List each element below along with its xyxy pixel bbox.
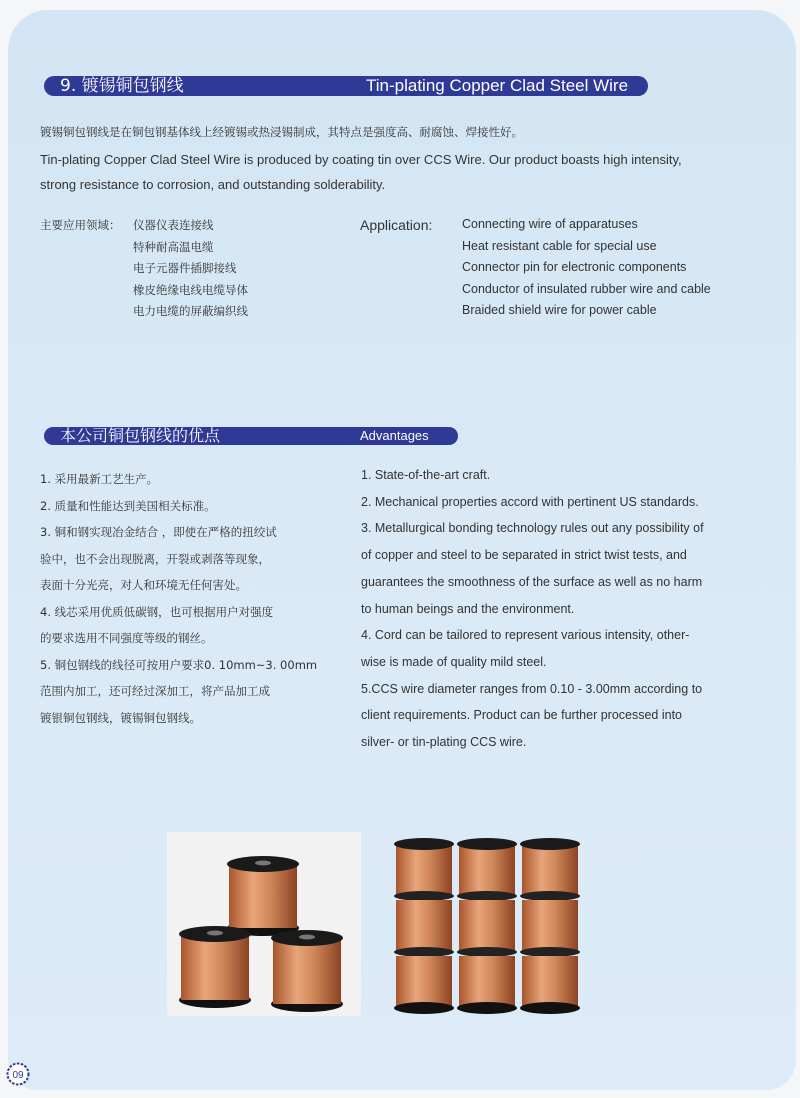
wire-spools-pyramid-photo bbox=[167, 832, 361, 1016]
list-item: to human beings and the environment. bbox=[361, 601, 575, 616]
list-item: Heat resistant cable for special use bbox=[462, 238, 657, 253]
list-item: 仪器仪表连接线 bbox=[133, 218, 214, 232]
list-item: 4. Cord can be tailored to represent various intensity, other- bbox=[361, 628, 690, 643]
list-item: 3. 铜和钢实现冶金结合 ，即使在严格的扭绞试 bbox=[40, 525, 277, 539]
application-label-cn: 主要应用领域： bbox=[40, 218, 121, 232]
list-item: 验中，也不会出现脱离，开裂或剥落等现象， bbox=[40, 551, 270, 566]
page-number: 09 bbox=[12, 1070, 24, 1081]
list-item: 1. State-of-the-art craft. bbox=[361, 468, 491, 482]
list-item: 1. 采用最新工艺生产。 bbox=[40, 472, 159, 486]
list-item: guarantees the smoothness of the surface as well as no harm bbox=[361, 574, 703, 589]
list-item: Connecting wire of apparatuses bbox=[462, 217, 638, 231]
intro-cn: 镀锡铜包钢线是在铜包钢基体线上经镀锡或热浸锡制成，其特点是强度高、耐腐蚀、焊接性好。 bbox=[40, 125, 523, 139]
spool bbox=[394, 900, 454, 957]
list-item: 表面十分光亮，对人和环境无任何害处。 bbox=[40, 578, 247, 592]
list-item: 3. Metallurgical bonding technology rules out any possibility of bbox=[361, 521, 704, 536]
list-item: 镀银铜包钢线，镀锡铜包钢线。 bbox=[40, 710, 201, 725]
list-item: 4. 线芯采用优质低碳钢，也可根据用户对强度 bbox=[40, 604, 274, 619]
application-list-en bbox=[462, 214, 711, 322]
intro-en-line2: strong resistance to corrosion, and outstanding solderability. bbox=[40, 177, 386, 192]
wire-spools-grid-photo bbox=[392, 834, 582, 1016]
page-number-badge bbox=[6, 1062, 30, 1086]
application-label-en: Application: bbox=[360, 217, 433, 233]
list-item: Conductor of insulated rubber wire and cable bbox=[462, 281, 711, 296]
spool bbox=[394, 956, 454, 1014]
advantages-title-en: Advantages bbox=[360, 428, 429, 443]
list-item: 电力电缆的屏蔽编织线 bbox=[133, 304, 248, 318]
list-item: 特种耐高温电缆 bbox=[133, 239, 214, 254]
spool bbox=[227, 856, 299, 936]
section-title-cn: 9. 镀锡铜包钢线 bbox=[60, 76, 184, 96]
advantages-list-en bbox=[361, 462, 704, 756]
list-item: 2. 质量和性能达到美国相关标准。 bbox=[40, 498, 216, 513]
list-item: 电子元器件插脚接线 bbox=[133, 261, 237, 275]
spool bbox=[394, 838, 454, 901]
advantages-list-cn bbox=[40, 466, 317, 731]
spool bbox=[271, 930, 343, 1012]
list-item: 5. 铜包钢线的线径可按用户要求0. 10mm~3. 00mm bbox=[40, 657, 318, 672]
spool bbox=[179, 926, 251, 1008]
list-item: 的要求选用不同强度等级的钢丝。 bbox=[40, 631, 213, 645]
list-item: wise is made of quality mild steel. bbox=[361, 654, 547, 669]
application-list-cn bbox=[133, 215, 248, 323]
list-item: silver- or tin-plating CCS wire. bbox=[361, 735, 527, 750]
intro-en-line1: Tin-plating Copper Clad Steel Wire is produced by coating tin over CCS Wire. Our product boasts high intensity, bbox=[40, 152, 682, 167]
list-item: Connector pin for electronic components bbox=[462, 260, 687, 274]
list-item: 橡皮绝缘电线电缆导体 bbox=[133, 282, 248, 297]
list-item: 2. Mechanical properties accord with pertinent US standards. bbox=[361, 494, 699, 509]
list-item: of copper and steel to be separated in strict twist tests, and bbox=[361, 548, 687, 563]
list-item: 范围内加工，还可经过深加工，将产品加工成 bbox=[40, 684, 270, 698]
list-item: client requirements. Product can be further processed into bbox=[361, 708, 683, 723]
advantages-title-cn: 本公司铜包钢线的优点 bbox=[60, 426, 221, 445]
list-item: 5.CCS wire diameter ranges from 0.10 - 3.00mm according to bbox=[361, 681, 703, 696]
list-item: Braided shield wire for power cable bbox=[462, 303, 657, 317]
section-title-en: Tin-plating Copper Clad Steel Wire bbox=[366, 76, 629, 95]
section-title-bar bbox=[44, 76, 648, 96]
advantages-title-bar bbox=[44, 427, 458, 445]
